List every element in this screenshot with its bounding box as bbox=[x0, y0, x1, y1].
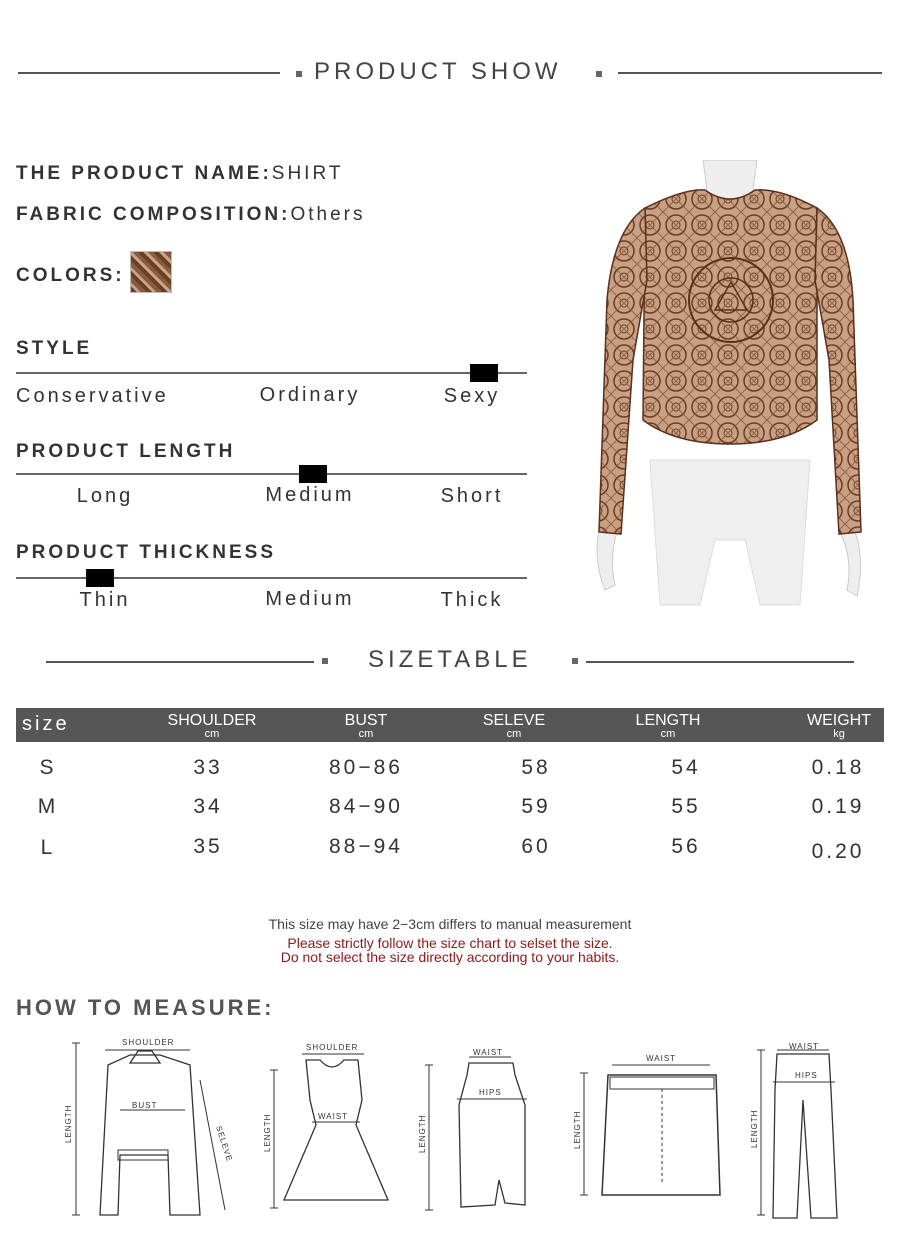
thickness-marker bbox=[86, 569, 114, 587]
dress-shoulder-label: SHOULDER bbox=[306, 1043, 359, 1052]
skirt-length-label: LENGTH bbox=[418, 1114, 427, 1153]
note-follow-chart: Please strictly follow the size chart to selset the size. bbox=[287, 935, 613, 951]
table-cell: 54 bbox=[671, 756, 701, 779]
fabric-value: Others bbox=[290, 204, 366, 225]
note-measurement: This size may have 2−3cm differs to manual measurement bbox=[268, 916, 632, 932]
table-cell: S bbox=[39, 756, 57, 779]
dress-measure-diagram bbox=[260, 1040, 400, 1215]
divider-dot bbox=[596, 71, 602, 77]
pants-hips-label: HIPS bbox=[795, 1071, 818, 1080]
sizetable-divider-right bbox=[586, 661, 854, 663]
thickness-title: PRODUCT THICKNESS bbox=[16, 542, 277, 563]
header-size: size bbox=[22, 713, 70, 735]
length-scale-line bbox=[16, 473, 527, 475]
length-marker bbox=[299, 465, 327, 483]
table-cell: 88−94 bbox=[329, 835, 403, 858]
skirt-waist-label: WAIST bbox=[473, 1048, 504, 1057]
sizetable-dot bbox=[572, 658, 578, 664]
shorts-waist-label: WAIST bbox=[646, 1054, 677, 1063]
table-cell: M bbox=[37, 795, 59, 818]
pants-measure-diagram bbox=[745, 1040, 855, 1225]
dress-length-label: LENGTH bbox=[263, 1113, 272, 1152]
style-marker bbox=[470, 364, 498, 382]
divider-right bbox=[618, 72, 882, 74]
size-table-header bbox=[16, 708, 884, 742]
product-show-title: PRODUCT SHOW bbox=[314, 58, 562, 85]
table-cell: 33 bbox=[193, 756, 223, 779]
table-cell: 58 bbox=[521, 756, 551, 779]
style-option-ordinary: Ordinary bbox=[259, 384, 361, 406]
jacket-length-label: LENGTH bbox=[64, 1104, 73, 1143]
sizetable-title: SIZETABLE bbox=[368, 646, 532, 673]
table-cell: L bbox=[40, 836, 56, 859]
product-name-row bbox=[16, 163, 343, 185]
product-image bbox=[585, 160, 875, 610]
length-option-long: Long bbox=[76, 485, 134, 507]
header-weight: WEIGHT kg bbox=[807, 712, 871, 740]
sizetable-dot bbox=[322, 658, 328, 664]
skirt-measure-diagram bbox=[415, 1045, 545, 1215]
header-seleve: SELEVE cm bbox=[482, 712, 546, 740]
jacket-sleeve-label: SELEVE bbox=[214, 1124, 235, 1163]
thickness-option-thin: Thin bbox=[79, 589, 131, 611]
style-scale-line bbox=[16, 372, 527, 374]
table-cell: 60 bbox=[521, 835, 551, 858]
colors-label: COLORS: bbox=[16, 265, 125, 286]
sizetable-divider-left bbox=[46, 661, 314, 663]
shorts-measure-diagram bbox=[570, 1045, 740, 1205]
thickness-option-thick: Thick bbox=[440, 589, 504, 611]
skirt-hips-label: HIPS bbox=[479, 1088, 502, 1097]
fabric-label: FABRIC COMPOSITION: bbox=[16, 204, 291, 225]
dress-waist-label: WAIST bbox=[318, 1112, 349, 1121]
style-option-sexy: Sexy bbox=[443, 385, 501, 407]
jacket-bust-label: BUST bbox=[132, 1101, 158, 1110]
table-cell: 55 bbox=[671, 795, 701, 818]
product-name-label: THE PRODUCT NAME: bbox=[16, 163, 272, 184]
color-swatch[interactable] bbox=[130, 251, 172, 293]
table-cell: 84−90 bbox=[329, 795, 403, 818]
table-cell: 34 bbox=[193, 795, 223, 818]
shorts-length-label: LENGTH bbox=[573, 1110, 582, 1149]
length-option-medium: Medium bbox=[265, 484, 355, 506]
length-title: PRODUCT LENGTH bbox=[16, 441, 236, 462]
fabric-row bbox=[16, 204, 365, 226]
table-cell: 56 bbox=[671, 835, 701, 858]
note-habits: Do not select the size directly according to your habits. bbox=[280, 949, 620, 965]
divider-dot bbox=[296, 71, 302, 77]
style-title: STYLE bbox=[16, 338, 93, 359]
table-cell: 0.19 bbox=[811, 795, 865, 818]
pants-length-label: LENGTH bbox=[750, 1109, 759, 1148]
jacket-shoulder-label: SHOULDER bbox=[122, 1038, 175, 1047]
table-cell: 0.20 bbox=[811, 840, 865, 863]
how-to-measure-title: HOW TO MEASURE: bbox=[16, 995, 275, 1020]
divider-left bbox=[18, 72, 280, 74]
jacket-measure-diagram bbox=[60, 1035, 240, 1225]
table-cell: 0.18 bbox=[811, 756, 865, 779]
length-option-short: Short bbox=[440, 485, 504, 507]
header-length: LENGTH cm bbox=[635, 712, 701, 740]
table-cell: 59 bbox=[521, 795, 551, 818]
thickness-option-medium: Medium bbox=[265, 588, 355, 610]
pants-waist-label: WAIST bbox=[789, 1042, 820, 1051]
table-cell: 80−86 bbox=[329, 756, 403, 779]
product-name-value: SHIRT bbox=[271, 163, 344, 184]
table-cell: 35 bbox=[193, 835, 223, 858]
header-shoulder: SHOULDER cm bbox=[167, 712, 257, 740]
header-bust: BUST cm bbox=[344, 712, 388, 740]
style-option-conservative: Conservative bbox=[16, 385, 169, 407]
